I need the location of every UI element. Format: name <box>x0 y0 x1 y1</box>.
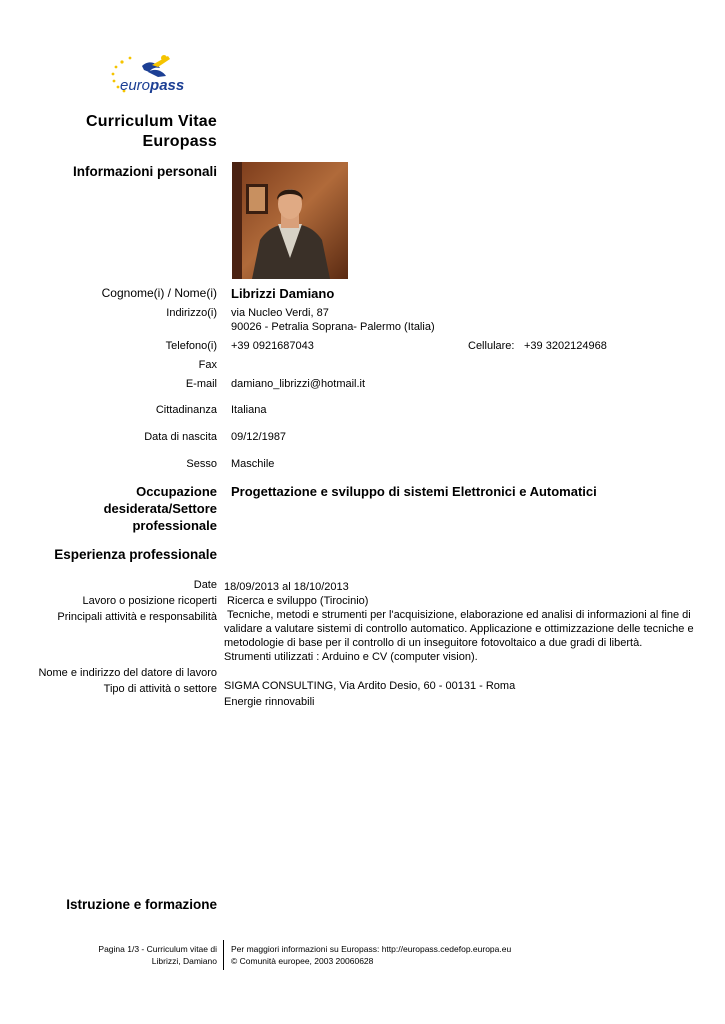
employer-value: SIGMA CONSULTING, Via Ardito Desio, 60 - 00131 - Roma <box>224 680 516 692</box>
footer-copyright: © Comunità europee, 2003 20060628 <box>231 956 374 966</box>
mobile-label: Cellulare: <box>468 340 515 352</box>
occupation-label-line2: desiderata/Settore <box>103 501 217 516</box>
phone-value: +39 0921687043 <box>231 340 314 352</box>
personal-info-heading: Informazioni personali <box>72 164 217 179</box>
email-value: damiano_librizzi@hotmail.it <box>231 378 366 390</box>
education-heading: Istruzione e formazione <box>66 897 217 912</box>
mobile-value: +39 3202124968 <box>524 340 607 352</box>
date-label: Date <box>193 579 217 591</box>
occupation-label-line3: professionale <box>132 518 217 533</box>
address-line2: 90026 - Petralia Soprana- Palermo (Italia) <box>231 321 435 333</box>
address-line1: via Nucleo Verdi, 87 <box>231 307 329 319</box>
date-value: 18/09/2013 al 18/10/2013 <box>224 581 349 593</box>
footer-owner: Librizzi, Damiano <box>151 956 217 966</box>
activities-line2: validare a valutare sistemi di controllo automatico. Applicazione e ottimizzazione delle tecniche e <box>224 623 694 635</box>
fax-label: Fax <box>198 359 217 371</box>
logo-euro-text: euro <box>120 77 151 94</box>
name-label: Cognome(i) / Nome(i) <box>101 286 217 300</box>
occupation-label-line1: Occupazione <box>136 484 217 499</box>
name-value: Librizzi Damiano <box>231 286 335 301</box>
footer-divider <box>223 940 224 970</box>
europass-logo <box>108 50 198 100</box>
sex-value: Maschile <box>231 458 275 470</box>
birth-date-label: Data di nascita <box>144 431 217 443</box>
citizenship-label: Cittadinanza <box>155 404 217 416</box>
employer-label: Nome e indirizzo del datore di lavoro <box>38 667 217 679</box>
footer-info-link: Per maggiori informazioni su Europass: http://europass.cedefop.europa.eu <box>231 944 512 954</box>
address-label: Indirizzo(i) <box>166 307 217 319</box>
activities-label: Principali attività e responsabilità <box>57 611 217 623</box>
cv-title-line1: Curriculum Vitae <box>86 113 217 130</box>
cv-title-line2: Europass <box>142 133 217 150</box>
position-label: Lavoro o posizione ricoperti <box>82 595 217 607</box>
sector-label: Tipo di attività o settore <box>103 683 217 695</box>
email-label: E-mail <box>185 378 217 390</box>
activities-line3: metodologie di base per il controllo di un inseguitore fotovoltaico a due gradi di libertà. <box>224 637 643 649</box>
birth-date-value: 09/12/1987 <box>231 431 287 443</box>
activities-line4: Strumenti utilizzati : Arduino e CV (computer vision). <box>224 651 478 663</box>
profile-photo <box>232 162 348 279</box>
activities-line1: Tecniche, metodi e strumenti per l'acquisizione, elaborazione ed analisi di informazioni al fine di <box>227 609 691 621</box>
citizenship-value: Italiana <box>231 404 267 416</box>
experience-heading: Esperienza professionale <box>54 547 217 562</box>
logo-pass-text: pass <box>150 77 185 94</box>
occupation-value: Progettazione e sviluppo di sistemi Elettronici e Automatici <box>231 484 597 499</box>
position-value: Ricerca e sviluppo (Tirocinio) <box>227 595 369 607</box>
phone-label: Telefono(i) <box>165 340 217 352</box>
sex-label: Sesso <box>186 458 217 470</box>
sector-value: Energie rinnovabili <box>224 696 315 708</box>
footer-page-info: Pagina 1/3 - Curriculum vitae di <box>98 944 217 954</box>
